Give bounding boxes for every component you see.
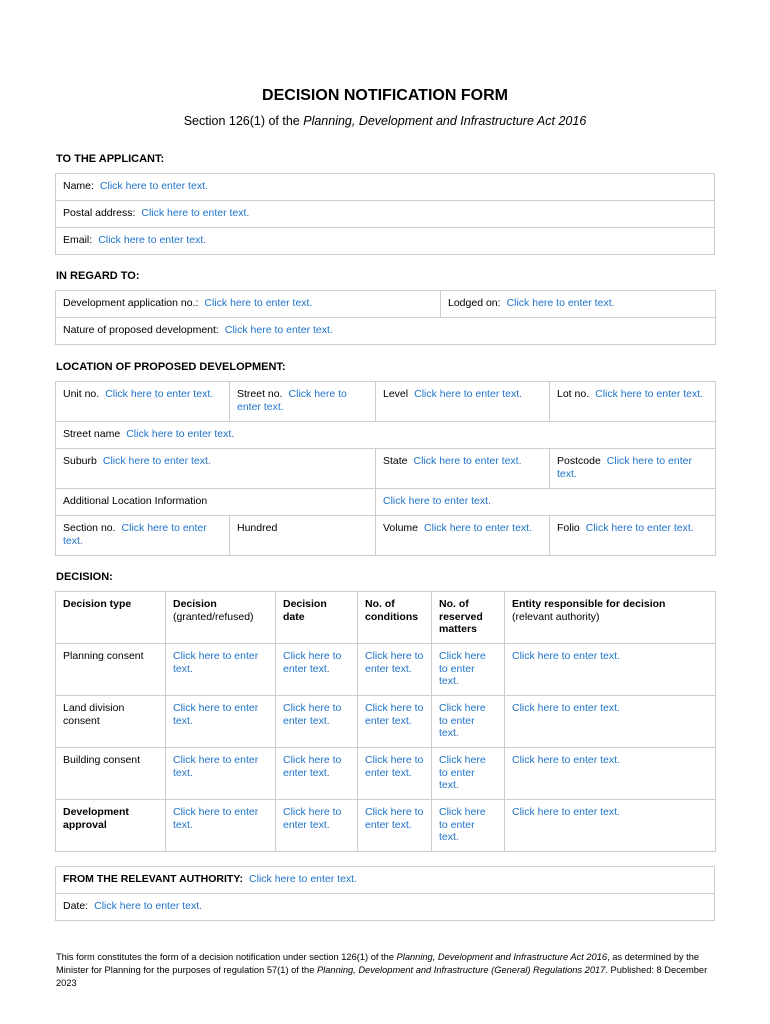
table-row: [56, 644, 716, 696]
date-cell: [276, 748, 358, 800]
header-type: [56, 592, 166, 644]
volume-label: Volume: [383, 522, 419, 534]
row-type-cell: [56, 800, 166, 852]
decision-field[interactable]: Click here to enter text.: [173, 754, 259, 779]
decision-cell: [166, 644, 276, 696]
footer-part2: , as determined by the Minister for Planning for the purposes of regulation 57(1) of the: [56, 952, 700, 975]
state-label: State: [383, 455, 408, 467]
postcode-field[interactable]: Click here to enter text.: [557, 455, 692, 480]
section-field[interactable]: Click here to enter text.: [63, 522, 207, 547]
entity-cell: [505, 644, 716, 696]
footer-part3: . Published: 8 December 2023: [56, 965, 708, 988]
applicant-table: [55, 173, 715, 255]
table-row: [56, 748, 716, 800]
decision-cell: [166, 748, 276, 800]
page-subtitle: [0, 114, 770, 128]
street-no-label: Street no.: [237, 388, 283, 400]
header-entity-label: Entity responsible for decision: [512, 598, 666, 610]
lot-label: Lot no.: [557, 388, 590, 400]
reserved-field[interactable]: Click here to enter text.: [439, 806, 486, 843]
regard-table: [55, 290, 716, 345]
authority-table: [55, 866, 715, 921]
hundred-label: Hundred: [237, 522, 278, 534]
entity-cell: [505, 800, 716, 852]
street-name-label: Street name: [63, 428, 121, 440]
entity-cell: [505, 748, 716, 800]
date-cell: [276, 800, 358, 852]
reserved-cell: [432, 644, 505, 696]
header-date: [276, 592, 358, 644]
decision-date-field[interactable]: Click here to enter text.: [283, 754, 342, 779]
email-label: Email:: [63, 234, 93, 246]
conditions-field[interactable]: Click here to enter text.: [365, 650, 424, 675]
conditions-cell: [358, 748, 432, 800]
authority-date-row: [56, 894, 715, 921]
decision-heading: DECISION:: [56, 571, 113, 583]
header-date-label: Decision date: [283, 598, 327, 623]
applicant-heading: TO THE APPLICANT:: [56, 153, 165, 165]
reserved-field[interactable]: Click here to enter text.: [439, 754, 486, 791]
header-reserved: [432, 592, 505, 644]
volume-cell: [376, 516, 550, 556]
conditions-cell: [358, 696, 432, 748]
additional-label-cell: [56, 489, 376, 516]
regard-heading: IN REGARD TO:: [56, 270, 140, 282]
postcode-label: Postcode: [557, 455, 601, 467]
authority-date-field[interactable]: Click here to enter text.: [94, 900, 203, 912]
header-type-label: Decision type: [63, 598, 132, 610]
location-table: [55, 381, 716, 556]
additional-field-cell: [376, 489, 716, 516]
entity-field[interactable]: Click here to enter text.: [512, 650, 620, 662]
reserved-cell: [432, 748, 505, 800]
decision-field[interactable]: Click here to enter text.: [173, 806, 259, 831]
lot-field[interactable]: Click here to enter text.: [595, 388, 704, 400]
header-reserved-label: No. of reserved matters: [439, 598, 483, 635]
street-name-cell: [56, 422, 716, 449]
name-label: Name:: [63, 180, 94, 192]
app-no-label: Development application no.:: [63, 297, 199, 309]
conditions-field[interactable]: Click here to enter text.: [365, 702, 424, 727]
folio-field[interactable]: Click here to enter text.: [585, 522, 694, 534]
decision-date-field[interactable]: Click here to enter text.: [283, 650, 342, 675]
date-cell: [276, 644, 358, 696]
conditions-field[interactable]: Click here to enter text.: [365, 754, 424, 779]
postcode-cell: [550, 449, 716, 489]
table-row: [56, 800, 716, 852]
row-type-label: Development approval: [63, 806, 129, 831]
header-entity: [505, 592, 716, 644]
section-cell: [56, 516, 230, 556]
level-cell: [376, 382, 550, 422]
email-row: [56, 228, 715, 255]
authority-label: FROM THE RELEVANT AUTHORITY:: [63, 873, 244, 885]
email-field[interactable]: Click here to enter text.: [98, 234, 207, 246]
row-type-label: Building consent: [63, 754, 141, 766]
header-decision-label: Decision: [173, 598, 217, 610]
footer-act1: Planning, Development and Infrastructure Act 2016: [396, 952, 608, 962]
reserved-field[interactable]: Click here to enter text.: [439, 650, 486, 687]
suburb-field[interactable]: Click here to enter text.: [102, 455, 211, 467]
authority-date-label: Date:: [63, 900, 89, 912]
table-row: [56, 696, 716, 748]
folio-label: Folio: [557, 522, 580, 534]
folio-cell: [550, 516, 716, 556]
additional-field[interactable]: Click here to enter text.: [383, 495, 491, 507]
row-type-label: Land division consent: [63, 702, 125, 727]
header-conditions: [358, 592, 432, 644]
decision-date-field[interactable]: Click here to enter text.: [283, 702, 342, 727]
entity-field[interactable]: Click here to enter text.: [512, 806, 620, 818]
decision-field[interactable]: Click here to enter text.: [173, 702, 259, 727]
header-decision-sub: (granted/refused): [173, 610, 254, 623]
lodged-cell: [441, 291, 716, 318]
lodged-label: Lodged on:: [448, 297, 501, 309]
unit-cell: [56, 382, 230, 422]
reserved-cell: [432, 800, 505, 852]
footer-act2: Planning, Development and Infrastructure (General) Regulations 2017: [316, 965, 606, 975]
row-type-cell: [56, 696, 166, 748]
additional-label: Additional Location Information: [63, 495, 208, 507]
decision-date-field[interactable]: Click here to enter text.: [283, 806, 342, 831]
name-row: [56, 174, 715, 201]
state-cell: [376, 449, 550, 489]
conditions-cell: [358, 800, 432, 852]
row-type-cell: [56, 644, 166, 696]
authority-row: [56, 867, 715, 894]
entity-field[interactable]: Click here to enter text.: [512, 754, 620, 766]
postal-row: [56, 201, 715, 228]
lodged-field[interactable]: Click here to enter text.: [506, 297, 615, 309]
entity-cell: [505, 696, 716, 748]
app-no-field[interactable]: Click here to enter text.: [204, 297, 313, 309]
section-label: Section no.: [63, 522, 116, 534]
date-cell: [276, 696, 358, 748]
volume-field[interactable]: Click here to enter text.: [424, 522, 532, 534]
suburb-cell: [56, 449, 376, 489]
nature-field[interactable]: Click here to enter text.: [224, 324, 333, 336]
reserved-cell: [432, 696, 505, 748]
decision-table: [55, 591, 716, 852]
row-type-cell: [56, 748, 166, 800]
lot-cell: [550, 382, 716, 422]
location-heading: LOCATION OF PROPOSED DEVELOPMENT:: [56, 361, 286, 373]
header-entity-sub: (relevant authority): [512, 610, 600, 623]
header-decision: [166, 592, 276, 644]
conditions-cell: [358, 644, 432, 696]
decision-cell: [166, 800, 276, 852]
street-no-field[interactable]: Click here to enter text.: [237, 388, 347, 413]
subtitle-prefix: Section 126(1) of the: [183, 114, 304, 128]
subtitle-act: Planning, Development and Infrastructure Act 2016: [303, 114, 587, 128]
reserved-field[interactable]: Click here to enter text.: [439, 702, 486, 739]
page-title: DECISION NOTIFICATION FORM: [262, 87, 508, 104]
street-name-field[interactable]: Click here to enter text.: [126, 428, 235, 440]
street-no-cell: [230, 382, 376, 422]
nature-cell: [56, 318, 716, 345]
footer-part1: This form constitutes the form of a decision notification under section 126(1) of the: [56, 952, 397, 962]
row-type-label: Planning consent: [63, 650, 144, 662]
decision-cell: [166, 696, 276, 748]
authority-field[interactable]: Click here to enter text.: [249, 873, 358, 885]
header-conditions-label: No. of conditions: [365, 598, 419, 623]
suburb-label: Suburb: [63, 455, 97, 467]
nature-label: Nature of proposed development:: [63, 324, 219, 336]
conditions-field[interactable]: Click here to enter text.: [365, 806, 424, 831]
unit-label: Unit no.: [63, 388, 100, 400]
entity-field[interactable]: Click here to enter text.: [512, 702, 620, 714]
app-no-cell: [56, 291, 441, 318]
footer-note: [56, 951, 716, 990]
name-field[interactable]: Click here to enter text.: [99, 180, 208, 192]
hundred-cell: [230, 516, 376, 556]
postal-label: Postal address:: [63, 207, 136, 219]
level-label: Level: [383, 388, 409, 400]
decision-field[interactable]: Click here to enter text.: [173, 650, 259, 675]
postal-address-field[interactable]: Click here to enter text.: [141, 207, 250, 219]
state-field[interactable]: Click here to enter text.: [413, 455, 522, 467]
level-field[interactable]: Click here to enter text.: [414, 388, 523, 400]
unit-field[interactable]: Click here to enter text.: [105, 388, 214, 400]
